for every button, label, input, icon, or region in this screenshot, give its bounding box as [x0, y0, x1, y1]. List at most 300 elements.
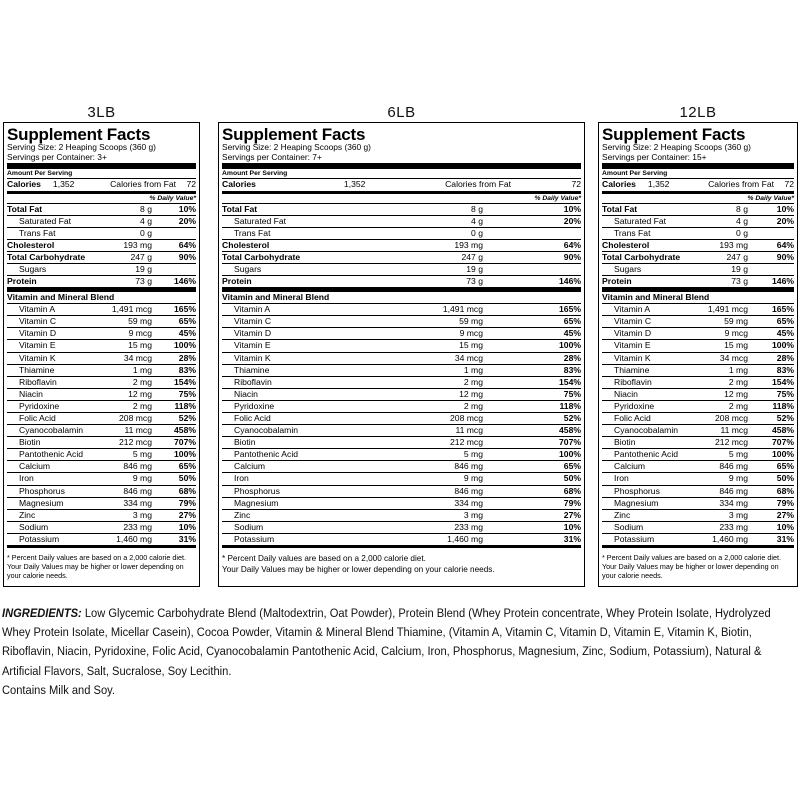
nutrient-amount: 5 mg — [728, 449, 748, 460]
nutrient-amount: 19 g — [466, 263, 483, 274]
nutrient-daily-value: 90% — [178, 251, 196, 262]
nutrient-amount: 208 mcg — [715, 413, 748, 423]
nutrient-daily-value: 65% — [776, 461, 794, 472]
nutrient-amount: 233 mg — [123, 521, 152, 532]
nutrient-amount: 247 g — [461, 251, 483, 262]
nutrient-daily-value: 20% — [776, 215, 794, 226]
nutrient-name: Cyanocobalamin — [234, 425, 299, 436]
macro-row — [7, 251, 196, 263]
nutrient-name: Sugars — [19, 263, 47, 274]
nutrient-daily-value: 27% — [178, 509, 196, 520]
vitamin-row — [602, 303, 794, 315]
nutrient-amount: 9 mcg — [128, 328, 152, 339]
nutrient-amount: 247 g — [726, 251, 748, 262]
calories-from-fat-label: Calories from Fat — [445, 179, 511, 189]
calories-row — [7, 178, 196, 191]
nutrient-amount: 208 mcg — [450, 413, 483, 423]
vitamin-row — [7, 315, 196, 327]
calories-row — [602, 178, 794, 191]
nutrient-name: Folic Acid — [614, 413, 651, 423]
nutrient-amount: 846 mg — [123, 485, 152, 496]
vitamin-row — [602, 376, 794, 388]
footnote-line-2: Your Daily Values may be higher or lower depending on your calorie needs. — [7, 562, 184, 581]
nutrient-amount: 9 mcg — [459, 328, 483, 339]
divider-medium — [222, 545, 581, 548]
calories-from-fat-value: 72 — [784, 179, 794, 189]
ingredients-block — [2, 604, 798, 700]
nutrient-name: Iron — [614, 473, 629, 484]
nutrient-daily-value: 20% — [178, 215, 196, 226]
nutrient-name: Pyridoxine — [614, 400, 655, 411]
nutrient-amount: 846 mg — [123, 461, 152, 472]
nutrient-name: Magnesium — [19, 497, 64, 508]
vitamin-row — [602, 448, 794, 460]
macro-row — [602, 227, 794, 239]
macro-row — [7, 263, 196, 275]
nutrient-name: Riboflavin — [234, 376, 272, 387]
calories-value: 1,352 — [52, 179, 75, 189]
vitamin-row — [7, 424, 196, 436]
vitamin-row — [7, 400, 196, 412]
vitamin-row — [222, 533, 581, 545]
nutrient-daily-value: 45% — [776, 328, 794, 339]
nutrient-daily-value: 75% — [563, 388, 581, 399]
nutrient-amount: 73 g — [466, 276, 483, 287]
vitamin-row — [222, 436, 581, 448]
nutrient-name: Zinc — [614, 509, 631, 520]
nutrient-daily-value: 165% — [772, 304, 794, 315]
macro-row — [7, 203, 196, 215]
vitamin-row — [222, 497, 581, 509]
nutrient-name: Niacin — [614, 388, 638, 399]
calories-from-fat-label: Calories from Fat — [110, 179, 176, 189]
nutrient-daily-value: 83% — [776, 364, 794, 375]
nutrient-daily-value: 83% — [563, 364, 581, 375]
nutrient-name: Cholesterol — [602, 239, 650, 250]
vitamin-row — [602, 436, 794, 448]
nutrient-daily-value: 100% — [772, 340, 794, 351]
nutrient-amount: 3 mg — [728, 509, 748, 520]
vitamin-row — [222, 509, 581, 521]
nutrient-daily-value: 31% — [776, 533, 794, 544]
nutrient-name: Vitamin C — [614, 316, 652, 327]
nutrient-name: Vitamin K — [19, 352, 56, 363]
nutrient-name: Thiamine — [234, 364, 270, 375]
daily-value-header: % Daily Value* — [747, 194, 794, 202]
nutrient-amount: 193 mg — [454, 239, 483, 250]
vitamin-row — [7, 364, 196, 376]
vitamin-row — [602, 412, 794, 424]
vitamin-row — [7, 521, 196, 533]
macro-row — [602, 203, 794, 215]
footnote-line-1: * Percent Daily values are based on a 2,000 calorie diet. — [602, 553, 781, 563]
nutrient-name: Vitamin A — [614, 304, 651, 315]
nutrient-daily-value: 118% — [559, 400, 581, 411]
calories-label: Calories — [7, 179, 41, 189]
size-label-12lb: 12LB — [679, 104, 717, 121]
macro-row — [222, 263, 581, 275]
vitamin-row — [7, 485, 196, 497]
nutrient-name: Magnesium — [614, 497, 659, 508]
vitamin-row — [222, 376, 581, 388]
macro-row — [7, 275, 196, 287]
vitamin-row — [222, 400, 581, 412]
nutrient-daily-value: 68% — [563, 485, 581, 496]
nutrient-name: Total Fat — [602, 203, 638, 214]
nutrient-amount: 19 g — [731, 263, 748, 274]
nutrient-daily-value: 28% — [563, 352, 581, 363]
vitamin-row — [602, 364, 794, 376]
macro-row — [222, 215, 581, 227]
nutrient-daily-value: 707% — [772, 437, 794, 448]
footnote-line-2: Your Daily Values may be higher or lower depending on your calorie needs. — [602, 562, 779, 581]
supplement-facts-panel-6lb — [218, 122, 585, 587]
vitamin-row — [222, 460, 581, 472]
nutrient-amount: 59 mg — [459, 316, 483, 327]
nutrient-amount: 8 g — [736, 203, 748, 214]
footnote — [602, 553, 794, 580]
macro-row — [602, 239, 794, 251]
nutrient-name: Potassium — [234, 533, 275, 544]
macro-row — [602, 251, 794, 263]
macro-row — [7, 239, 196, 251]
nutrient-name: Folic Acid — [234, 413, 271, 423]
nutrient-daily-value: 64% — [563, 239, 581, 250]
nutrient-daily-value: 52% — [776, 413, 794, 423]
calories-from-fat-value: 72 — [186, 179, 196, 189]
nutrient-daily-value: 458% — [174, 425, 196, 436]
vitamin-row — [222, 485, 581, 497]
nutrient-name: Thiamine — [19, 364, 55, 375]
vitamin-row — [7, 327, 196, 339]
divider-medium — [602, 545, 794, 548]
nutrient-daily-value: 27% — [563, 509, 581, 520]
ingredients-text: Low Glycemic Carbohydrate Blend (Maltodextrin, Oat Powder), Protein Blend (Whey Protein concentrate, Whey Protein Isolate, Hydrolyzed Whey Protein Isolate, Micellar Casein), Cocoa Powder, Vitamin & Mineral Blend Thiamine, (Vitamin A, Vitamin C, Vitamin D, Vitamin E, Vitamin K, Biotin, Riboflavin, Niacin, Pyridoxine, Folic Acid, Cyanocobalamin Pantothenic Acid, Calcium, Iron, Phosphorus, Magnesium, Zinc, Sodium, Potassium), Natural & Artificial Flavors, Salt, Sucralose, Soy Lecithin. — [2, 606, 771, 678]
vitamin-row — [222, 472, 581, 484]
footnote — [222, 553, 581, 575]
nutrient-amount: 2 mg — [132, 376, 152, 387]
nutrient-amount: 1,460 mg — [116, 533, 152, 544]
nutrient-name: Saturated Fat — [614, 215, 667, 226]
nutrient-amount: 2 mg — [463, 376, 483, 387]
nutrient-daily-value: 50% — [776, 473, 794, 484]
vitamin-row — [602, 521, 794, 533]
nutrient-amount: 8 g — [140, 203, 152, 214]
nutrient-name: Cholesterol — [7, 239, 55, 250]
nutrient-name: Vitamin A — [19, 304, 56, 315]
nutrient-amount: 34 mcg — [123, 352, 152, 363]
nutrient-daily-value: 28% — [776, 352, 794, 363]
footnote — [7, 553, 196, 580]
nutrient-name: Protein — [7, 276, 37, 287]
vitamin-row — [602, 533, 794, 545]
vitamin-row — [7, 303, 196, 315]
nutrient-name: Vitamin D — [234, 328, 272, 339]
nutrient-daily-value: 65% — [178, 316, 196, 327]
nutrient-amount: 193 mg — [123, 239, 152, 250]
nutrient-name: Vitamin D — [19, 328, 57, 339]
nutrient-amount: 334 mg — [123, 497, 152, 508]
calories-label: Calories — [222, 179, 256, 189]
nutrient-name: Niacin — [234, 388, 258, 399]
nutrient-name: Phosphorus — [19, 485, 65, 496]
nutrient-daily-value: 45% — [563, 328, 581, 339]
nutrient-daily-value: 50% — [178, 473, 196, 484]
nutrient-amount: 11 mcg — [124, 425, 152, 436]
nutrient-name: Vitamin A — [234, 304, 271, 315]
nutrient-name: Folic Acid — [19, 413, 56, 423]
calories-value: 1,352 — [343, 179, 366, 189]
nutrient-amount: 2 mg — [132, 400, 152, 411]
calories-value: 1,352 — [647, 179, 670, 189]
nutrient-amount: 1,491 mcg — [442, 304, 483, 315]
nutrient-daily-value: 79% — [563, 497, 581, 508]
nutrient-amount: 12 mg — [128, 388, 152, 399]
nutrient-daily-value: 90% — [776, 251, 794, 262]
nutrient-daily-value: 146% — [174, 276, 196, 287]
supplement-facts-panel-12lb — [598, 122, 798, 587]
nutrient-daily-value: 65% — [178, 461, 196, 472]
divider-medium — [7, 545, 196, 548]
nutrient-name: Total Carbohydrate — [602, 251, 681, 262]
vitamin-row — [222, 388, 581, 400]
amount-per-serving: Amount Per Serving — [602, 170, 668, 177]
nutrient-name: Total Carbohydrate — [222, 251, 301, 262]
nutrient-daily-value: 165% — [559, 304, 581, 315]
vitamin-row — [602, 509, 794, 521]
amount-per-serving: Amount Per Serving — [7, 170, 73, 177]
nutrient-daily-value: 154% — [772, 376, 794, 387]
nutrient-amount: 4 g — [140, 215, 152, 226]
servings-per-container: Servings per Container: 7+ — [222, 151, 322, 162]
nutrient-daily-value: 707% — [174, 437, 196, 448]
nutrient-amount: 1,491 mcg — [707, 304, 748, 315]
vitamin-row — [602, 472, 794, 484]
nutrient-daily-value: 90% — [563, 251, 581, 262]
macro-row — [222, 227, 581, 239]
nutrient-amount: 73 g — [135, 276, 152, 287]
footnote-line-1: * Percent Daily values are based on a 2,000 calorie diet. — [222, 554, 426, 564]
nutrient-amount: 208 mcg — [119, 413, 152, 423]
serving-size: Serving Size: 2 Heaping Scoops (360 g) — [222, 142, 371, 152]
nutrient-name: Calcium — [19, 461, 51, 472]
vitamin-row — [222, 352, 581, 364]
vitamin-row — [222, 412, 581, 424]
size-label-6lb: 6LB — [387, 104, 416, 121]
vitamin-row — [602, 388, 794, 400]
vitamin-row — [602, 315, 794, 327]
nutrient-name: Biotin — [614, 437, 636, 448]
nutrient-amount: 73 g — [731, 276, 748, 287]
macro-row — [7, 227, 196, 239]
nutrient-name: Vitamin C — [234, 316, 272, 327]
servings-per-container: Servings per Container: 3+ — [7, 151, 107, 162]
nutrient-daily-value: 65% — [563, 316, 581, 327]
daily-value-header: % Daily Value* — [534, 194, 581, 202]
nutrient-daily-value: 458% — [772, 425, 794, 436]
vitamin-row — [222, 339, 581, 351]
nutrient-name: Vitamin E — [234, 340, 271, 351]
blend-title: Vitamin and Mineral Blend — [602, 292, 710, 303]
nutrient-amount: 334 mg — [719, 497, 748, 508]
nutrient-name: Total Carbohydrate — [7, 251, 86, 262]
nutrient-name: Calcium — [614, 461, 646, 472]
nutrient-daily-value: 50% — [563, 473, 581, 484]
nutrient-amount: 0 g — [736, 227, 748, 238]
vitamin-row — [7, 388, 196, 400]
nutrient-amount: 11 mcg — [455, 425, 483, 436]
vitamin-row — [7, 339, 196, 351]
vitamin-row — [222, 424, 581, 436]
vitamin-row — [7, 533, 196, 545]
nutrient-amount: 12 mg — [459, 388, 483, 399]
nutrient-name: Phosphorus — [234, 485, 280, 496]
nutrient-daily-value: 31% — [563, 533, 581, 544]
ingredients-heading: INGREDIENTS: — [2, 606, 82, 620]
nutrient-name: Saturated Fat — [19, 215, 72, 226]
macro-row — [602, 263, 794, 275]
nutrient-daily-value: 52% — [563, 413, 581, 423]
nutrient-amount: 15 mg — [459, 340, 483, 351]
nutrient-amount: 846 mg — [719, 461, 748, 472]
nutrient-name: Pyridoxine — [19, 400, 60, 411]
nutrient-daily-value: 10% — [178, 521, 196, 532]
nutrient-daily-value: 458% — [559, 425, 581, 436]
nutrient-daily-value: 64% — [776, 239, 794, 250]
nutrient-name: Niacin — [19, 388, 43, 399]
vitamin-row — [7, 436, 196, 448]
amount-per-serving: Amount Per Serving — [222, 170, 288, 177]
nutrient-name: Riboflavin — [614, 376, 652, 387]
nutrient-amount: 233 mg — [454, 521, 483, 532]
vitamin-row — [602, 339, 794, 351]
nutrient-name: Saturated Fat — [234, 215, 287, 226]
macro-row — [7, 215, 196, 227]
macro-row — [222, 239, 581, 251]
vitamin-row — [602, 460, 794, 472]
nutrient-name: Sugars — [614, 263, 642, 274]
nutrient-amount: 2 mg — [728, 376, 748, 387]
vitamin-row — [222, 315, 581, 327]
nutrient-daily-value: 10% — [563, 521, 581, 532]
nutrient-daily-value: 100% — [772, 449, 794, 460]
nutrient-amount: 0 g — [140, 227, 152, 238]
nutrient-daily-value: 45% — [178, 328, 196, 339]
nutrient-daily-value: 75% — [776, 388, 794, 399]
nutrient-name: Vitamin E — [614, 340, 651, 351]
nutrient-amount: 9 mcg — [724, 328, 748, 339]
nutrient-amount: 9 mg — [463, 473, 483, 484]
nutrient-amount: 247 g — [130, 251, 152, 262]
nutrient-name: Total Fat — [222, 203, 258, 214]
panel-title: Supplement Facts — [7, 125, 151, 144]
vitamin-row — [602, 497, 794, 509]
nutrient-name: Cyanocobalamin — [19, 425, 84, 436]
nutrient-daily-value: 146% — [772, 276, 794, 287]
nutrient-amount: 19 g — [135, 263, 152, 274]
nutrient-amount: 846 mg — [454, 485, 483, 496]
vitamin-row — [7, 509, 196, 521]
calories-label: Calories — [602, 179, 636, 189]
vitamin-row — [7, 460, 196, 472]
nutrient-name: Potassium — [614, 533, 655, 544]
nutrient-amount: 9 mg — [132, 473, 152, 484]
vitamin-row — [222, 303, 581, 315]
vitamin-row — [602, 485, 794, 497]
vitamin-row — [7, 412, 196, 424]
panel-title: Supplement Facts — [222, 125, 366, 144]
macro-row — [222, 203, 581, 215]
nutrient-amount: 12 mg — [724, 388, 748, 399]
nutrient-name: Vitamin E — [19, 340, 56, 351]
nutrient-daily-value: 154% — [174, 376, 196, 387]
nutrient-amount: 1 mg — [728, 364, 748, 375]
nutrient-daily-value: 68% — [776, 485, 794, 496]
nutrient-daily-value: 154% — [559, 376, 581, 387]
nutrient-amount: 193 mg — [719, 239, 748, 250]
nutrient-amount: 3 mg — [463, 509, 483, 520]
panel-title: Supplement Facts — [602, 125, 746, 144]
nutrient-daily-value: 79% — [776, 497, 794, 508]
nutrient-name: Trans Fat — [19, 227, 56, 238]
calories-from-fat-label: Calories from Fat — [708, 179, 774, 189]
nutrient-daily-value: 27% — [776, 509, 794, 520]
nutrient-amount: 5 mg — [463, 449, 483, 460]
nutrient-amount: 15 mg — [128, 340, 152, 351]
nutrient-amount: 9 mg — [728, 473, 748, 484]
nutrient-daily-value: 10% — [178, 203, 196, 214]
nutrient-name: Vitamin K — [614, 352, 651, 363]
nutrient-name: Pantothenic Acid — [19, 449, 84, 460]
nutrient-amount: 212 mcg — [450, 437, 483, 448]
nutrient-daily-value: 68% — [178, 485, 196, 496]
vitamin-row — [7, 497, 196, 509]
macro-row — [602, 215, 794, 227]
nutrient-name: Vitamin C — [19, 316, 57, 327]
nutrient-daily-value: 165% — [174, 304, 196, 315]
vitamin-row — [602, 424, 794, 436]
nutrient-amount: 15 mg — [724, 340, 748, 351]
vitamin-row — [222, 521, 581, 533]
footnote-line-2: Your Daily Values may be higher or lower depending on your calorie needs. — [222, 565, 495, 575]
vitamin-row — [7, 352, 196, 364]
nutrient-daily-value: 10% — [563, 203, 581, 214]
nutrient-daily-value: 118% — [174, 400, 196, 411]
nutrient-name: Thiamine — [614, 364, 650, 375]
calories-row — [222, 178, 581, 191]
nutrient-name: Zinc — [234, 509, 251, 520]
nutrient-daily-value: 79% — [178, 497, 196, 508]
nutrient-amount: 846 mg — [454, 461, 483, 472]
nutrient-amount: 1 mg — [132, 364, 152, 375]
nutrient-name: Potassium — [19, 533, 60, 544]
vitamin-row — [602, 400, 794, 412]
nutrient-daily-value: 65% — [776, 316, 794, 327]
nutrient-daily-value: 10% — [776, 203, 794, 214]
nutrient-amount: 59 mg — [724, 316, 748, 327]
nutrient-amount: 334 mg — [454, 497, 483, 508]
nutrient-daily-value: 52% — [178, 413, 196, 423]
nutrient-amount: 1,460 mg — [447, 533, 483, 544]
nutrient-name: Phosphorus — [614, 485, 660, 496]
nutrient-amount: 212 mcg — [715, 437, 748, 448]
nutrient-name: Biotin — [234, 437, 256, 448]
nutrient-amount: 233 mg — [719, 521, 748, 532]
nutrient-name: Protein — [602, 276, 632, 287]
nutrient-daily-value: 100% — [174, 449, 196, 460]
nutrient-daily-value: 75% — [178, 388, 196, 399]
vitamin-row — [7, 376, 196, 388]
